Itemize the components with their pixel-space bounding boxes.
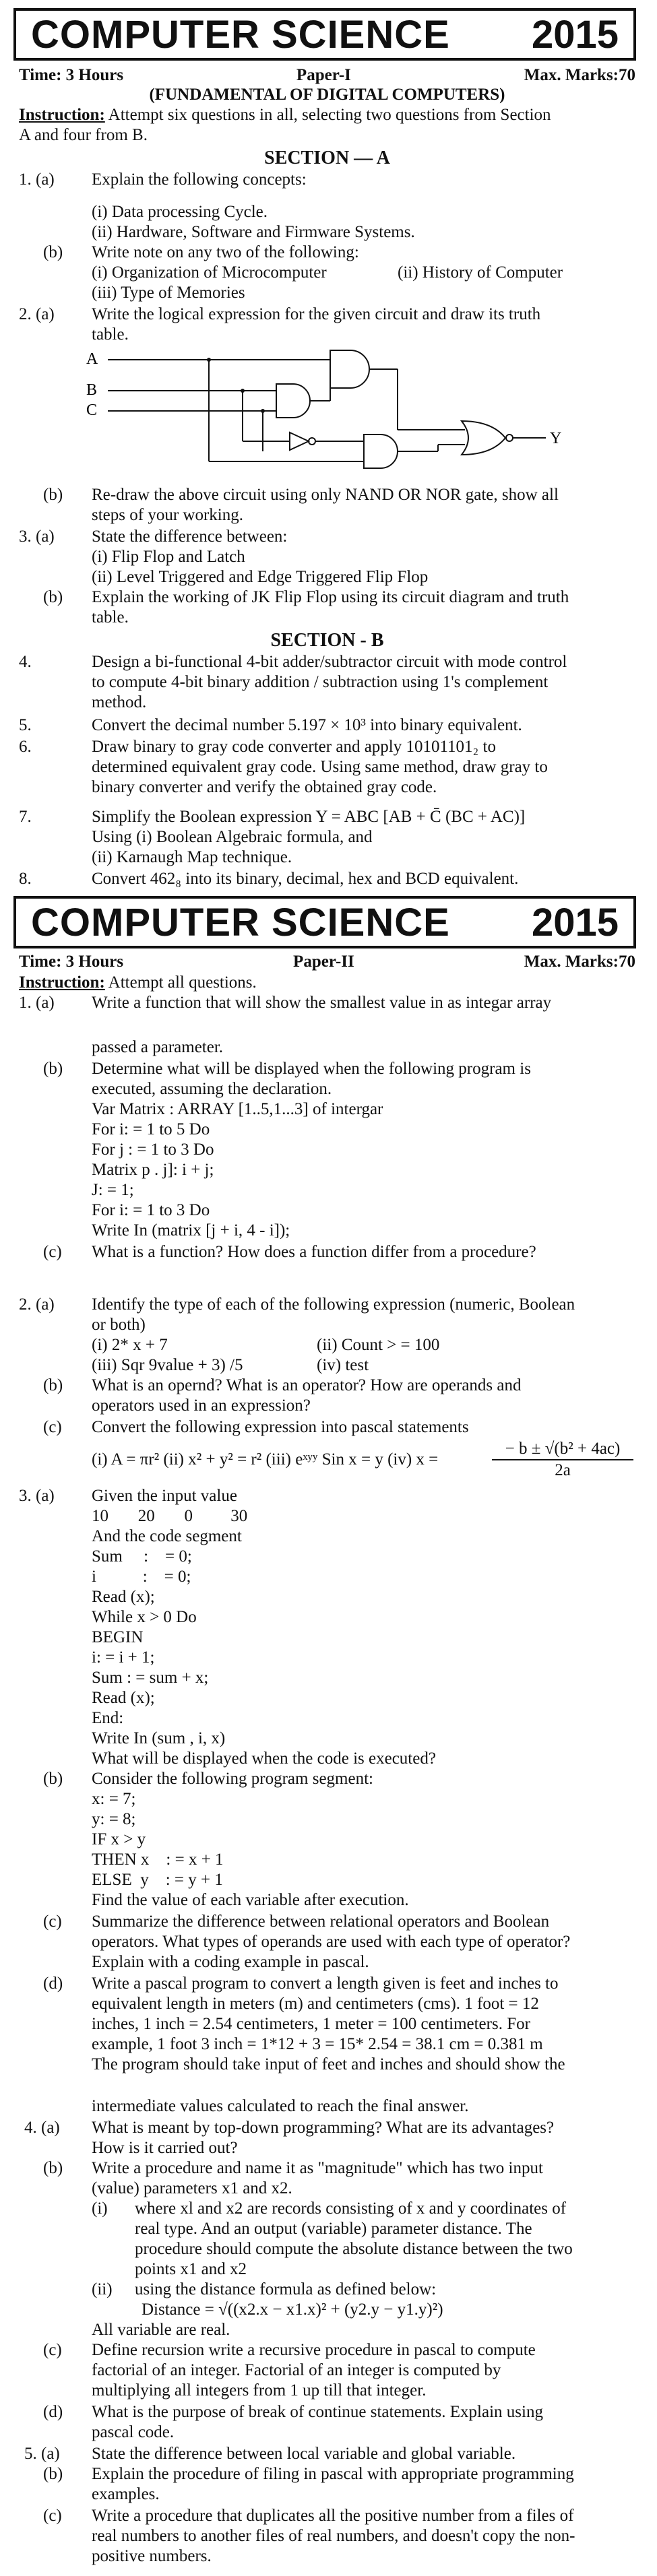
q6-text-2: determined equivalent gray code. Using same method, draw gray to <box>92 758 548 776</box>
q4-text-2: to compute 4-bit binary addition / subtraction using 1's complement <box>92 673 549 691</box>
p2-q2c-expression: (i) A = πr² (ii) x² + y² = r² (iii) eˣʸʸ Sin x = y (iv) x = <box>92 1450 439 1469</box>
p2-q1c-text: What is a function? How does a function differ from a procedure? <box>92 1243 536 1261</box>
p2-q5b-number: (b) <box>43 2465 63 2483</box>
p2-q4b-text-3: All variable are real. <box>92 2321 230 2339</box>
p2-q1b-text-2: executed, assuming the declaration. <box>92 1080 332 1098</box>
paper1-paper: Paper-I <box>296 66 351 84</box>
q1b-ii: (ii) History of Computer <box>398 263 563 282</box>
p2-q2a-iii: (iii) Sqr 9value + 3) /5 <box>92 1356 243 1374</box>
paper2-time: Time: 3 Hours <box>19 953 124 971</box>
p2-q4a-text-1: What is meant by top-down programming? What are its advantages? <box>92 2119 555 2137</box>
p2-q3b-code-3: IF x > y <box>92 1830 146 1848</box>
paper2-marks: Max. Marks:70 <box>524 953 635 971</box>
p2-q5c-text-1: Write a procedure that duplicates all the positive number from a files of <box>92 2507 574 2525</box>
p2-q3a-code-3: Read (x); <box>92 1588 155 1606</box>
p2-q2a-text-1: Identify the type of each of the following expression (numeric, Boolean <box>92 1295 575 1314</box>
q1a-ii: (ii) Hardware, Software and Firmware Systems. <box>92 223 415 241</box>
paper1-time: Time: 3 Hours <box>19 66 124 84</box>
p2-q4c-text-1: Define recursion write a recursive procedure in pascal to compute <box>92 2341 536 2359</box>
q7-text-3: (ii) Karnaugh Map technique. <box>92 848 292 866</box>
q5-number: 5. <box>19 716 32 734</box>
logic-circuit-diagram <box>81 344 566 472</box>
p2-q5c-text-3: positive numbers. <box>92 2547 212 2565</box>
paper2-instruction: Attempt all questions. <box>108 973 257 992</box>
p2-q2b-text-1: What is an opernd? What is an operator? How are operands and <box>92 1376 522 1394</box>
p2-q3a-values: 10 20 0 30 <box>92 1507 248 1525</box>
p2-q4b-ii-number: (ii) <box>92 2280 113 2298</box>
section-b-heading: SECTION - B <box>270 630 384 651</box>
p2-q2a-number: 2. (a) <box>19 1295 55 1314</box>
paper2-instruction-label: Instruction: <box>19 973 105 992</box>
q1b-text: Write note on any two of the following: <box>92 243 359 261</box>
p2-q1b-code-4: Matrix p . j]: i + j; <box>92 1161 214 1179</box>
p2-q3b-number: (b) <box>43 1770 63 1788</box>
p2-q3a-code-4: While x > 0 Do <box>92 1608 197 1626</box>
p2-q3b-code-6: Find the value of each variable after execution. <box>92 1891 409 1909</box>
q1b-i: (i) Organization of Microcomputer <box>92 263 327 282</box>
p2-q1c-number: (c) <box>43 1243 62 1261</box>
p2-q5b-text-2: examples. <box>92 2485 160 2503</box>
p2-q4c-text-3: multiplying all integers from 1 up till that integer. <box>92 2381 427 2400</box>
p2-q5c-number: (c) <box>43 2507 62 2525</box>
paper1-meta <box>19 66 635 85</box>
p2-q4a-number: 4. (a) <box>24 2119 60 2137</box>
p2-q4a-text-2: How is it carried out? <box>92 2139 238 2157</box>
p2-q5a-number: 5. (a) <box>24 2445 60 2463</box>
p2-q2a-i: (i) 2* x + 7 <box>92 1336 168 1354</box>
p2-q4b-ii-text-1: using the distance formula as defined below: <box>135 2280 437 2298</box>
quadratic-fraction <box>492 1439 633 1481</box>
p2-q1b-text-1: Determine what will be displayed when the following program is <box>92 1060 531 1078</box>
q7-number: 7. <box>19 808 32 826</box>
p2-q5a-text: State the difference between local variable and global variable. <box>92 2445 516 2463</box>
p2-q3a-code-7: Sum : = sum + x; <box>92 1669 209 1687</box>
p2-q1b-number: (b) <box>43 1060 63 1078</box>
q1b-number: (b) <box>43 243 63 261</box>
q4-text-1: Design a bi-functional 4-bit adder/subtractor circuit with mode control <box>92 653 567 671</box>
p2-q1b-code-7: Write In (matrix [j + i, 4 - i]); <box>92 1221 290 1239</box>
p2-q4b-i-text-4: points x1 and x2 <box>135 2260 247 2278</box>
p2-q5b-text-1: Explain the procedure of filing in pascal with appropriate programming <box>92 2465 574 2483</box>
p2-q2b-number: (b) <box>43 1376 63 1394</box>
p2-q3c-text-1: Summarize the difference between relational operators and Boolean <box>92 1912 550 1931</box>
p2-q4b-i-text-2: real type. And an output (variable) parameter distance. The <box>135 2220 532 2238</box>
q3a-i: (i) Flip Flop and Latch <box>92 548 245 566</box>
q1a-i: (i) Data processing Cycle. <box>92 203 268 221</box>
p2-q3a-code-5: BEGIN <box>92 1628 144 1646</box>
circuit-input-b: B <box>86 381 98 399</box>
p2-q3d-text-6: intermediate values calculated to reach the final answer. <box>92 2097 469 2115</box>
p2-q4d-number: (d) <box>43 2403 63 2421</box>
q3a-number: 3. (a) <box>19 527 55 546</box>
paper1-instruction-1: Attempt six questions in all, selecting two questions from Section <box>108 106 551 124</box>
p2-q3b-code-4: THEN x : = x + 1 <box>92 1850 224 1869</box>
p2-q3b-code-5: ELSE y : = y + 1 <box>92 1871 223 1889</box>
p2-q3c-text-2: operators. What types of operands are used with each type of operator? <box>92 1933 571 1951</box>
p2-q2a-iv: (iv) test <box>317 1356 369 1374</box>
q2b-text-1: Re-draw the above circuit using only NAND OR NOR gate, show all <box>92 486 559 504</box>
q6-text-3: binary converter and verify the obtained gray code. <box>92 778 437 796</box>
q6-number: 6. <box>19 738 32 756</box>
paper2-paper: Paper-II <box>293 953 354 971</box>
p2-q3a-code-8: Read (x); <box>92 1689 155 1707</box>
p2-q4b-text-2: (value) parameters x1 and x2. <box>92 2179 292 2197</box>
p2-q3a-text-2: And the code segment <box>92 1527 242 1545</box>
q3b-text-1: Explain the working of JK Flip Flop using its circuit diagram and truth <box>92 588 569 606</box>
p2-q1b-code-1: Var Matrix : ARRAY [1..5,1...3] of intergar <box>92 1100 383 1118</box>
q8-number: 8. <box>19 870 32 888</box>
q3b-text-2: table. <box>92 608 129 626</box>
q1a-number: 1. (a) <box>19 170 55 189</box>
p2-q1b-code-3: For j : = 1 to 3 Do <box>92 1140 214 1159</box>
q8-text: Convert 462₈ into its binary, decimal, hex and BCD equivalent. <box>92 870 519 888</box>
p2-q3b-code-2: y: = 8; <box>92 1810 136 1828</box>
p2-q4d-text-1: What is the purpose of break of continue statements. Explain using <box>92 2403 543 2421</box>
paper2-meta <box>19 953 635 971</box>
p2-q3b-text: Consider the following program segment: <box>92 1770 373 1788</box>
p2-q4b-text-1: Write a procedure and name it as "magnitude" which has two input <box>92 2159 543 2177</box>
circuit-output-y: Y <box>550 430 562 447</box>
p2-q3c-number: (c) <box>43 1912 62 1931</box>
q5-text: Convert the decimal number 5.197 × 10³ into binary equivalent. <box>92 716 522 734</box>
q2a-text-2: table. <box>92 325 129 344</box>
p2-q1b-code-5: J: = 1; <box>92 1181 134 1199</box>
paper1-banner-title: COMPUTER SCIENCE <box>31 12 450 57</box>
p2-q1a-number: 1. (a) <box>19 994 55 1012</box>
p2-q1a-text-1: Write a function that will show the smallest value in as integar array <box>92 994 552 1012</box>
p2-q4b-number: (b) <box>43 2159 63 2177</box>
p2-q3d-text-1: Write a pascal program to convert a length given is feet and inches to <box>92 1974 559 1993</box>
p2-q3a-number: 3. (a) <box>19 1487 55 1505</box>
p2-q2c-text: Convert the following expression into pascal statements <box>92 1418 469 1436</box>
p2-q1b-code-6: For i: = 1 to 3 Do <box>92 1201 210 1219</box>
p2-q2c-number: (c) <box>43 1418 62 1436</box>
paper1-banner <box>13 8 636 61</box>
p2-q3a-code-11: What will be displayed when the code is executed? <box>92 1749 436 1768</box>
paper2-banner <box>13 896 636 948</box>
p2-q1b-code-2: For i: = 1 to 5 Do <box>92 1120 210 1138</box>
q6-text-1: Draw binary to gray code converter and apply 10101101₂ to <box>92 738 496 756</box>
circuit-input-a: A <box>86 350 98 368</box>
p2-q4b-i-number: (i) <box>92 2199 108 2218</box>
p2-q2a-text-2: or both) <box>92 1316 146 1334</box>
paper1-banner-year: 2015 <box>531 12 619 57</box>
p2-q3a-code-10: Write In (sum , i, x) <box>92 1729 226 1747</box>
q2b-number: (b) <box>43 486 63 504</box>
p2-q2b-text-2: operators used in an expression? <box>92 1396 311 1415</box>
p2-q3a-code-6: i: = i + 1; <box>92 1648 155 1667</box>
q3a-text: State the difference between: <box>92 527 288 546</box>
quadratic-numerator: − b ± √(b² + 4ac) <box>492 1439 633 1460</box>
p2-q1a-text-2: passed a parameter. <box>92 1038 224 1056</box>
q2b-text-2: steps of your working. <box>92 506 243 524</box>
q2a-number: 2. (a) <box>19 305 55 323</box>
p2-q3a-text-1: Given the input value <box>92 1487 237 1505</box>
circuit-input-c: C <box>86 401 98 419</box>
p2-q3d-text-4: example, 1 foot 3 inch = 1*12 + 3 = 15* 2.54 = 38.1 cm = 0.381 m <box>92 2035 543 2053</box>
paper1-instruction-2: A and four from B. <box>19 126 148 144</box>
p2-q3d-text-5: The program should take input of feet and inches and should show the <box>92 2055 565 2073</box>
p2-q4c-number: (c) <box>43 2341 62 2359</box>
p2-q4b-i-text-1: where xl and x2 are records consisting of x and y coordinates of <box>135 2199 567 2218</box>
q7-text-2: Using (i) Boolean Algebraic formula, and <box>92 828 373 846</box>
quadratic-denominator: 2a <box>555 1461 571 1479</box>
q1b-iii: (iii) Type of Memories <box>92 284 245 302</box>
q7-text-1: Simplify the Boolean expression Y = ABC [AB + C̄ (BC + AC)] <box>92 808 526 826</box>
p2-q3d-number: (d) <box>43 1974 63 1993</box>
p2-q3d-text-3: inches, 1 inch = 2.54 centimeters, 1 meter = 100 centimeters. For <box>92 2015 530 2033</box>
p2-q4c-text-2: factorial of an integer. Factorial of an integer is computed by <box>92 2361 501 2379</box>
p2-q3a-code-2: i : = 0; <box>92 1568 191 1586</box>
p2-q4b-ii-formula: Distance = √((x2.x − x1.x)² + (y2.y − y1.y)²) <box>142 2300 443 2319</box>
p2-q3c-text-3: Explain with a coding example in pascal. <box>92 1953 369 1971</box>
q3a-ii: (ii) Level Triggered and Edge Triggered Flip Flop <box>92 568 429 586</box>
paper1-marks: Max. Marks:70 <box>524 66 635 84</box>
q3b-number: (b) <box>43 588 63 606</box>
paper2-banner-title: COMPUTER SCIENCE <box>31 900 450 944</box>
paper1-subtitle: (FUNDAMENTAL OF DIGITAL COMPUTERS) <box>149 86 505 104</box>
paper2-banner-year: 2015 <box>531 900 619 944</box>
section-a-heading: SECTION — A <box>264 148 390 168</box>
p2-q2a-ii: (ii) Count > = 100 <box>317 1336 440 1354</box>
p2-q3a-code-1: Sum : = 0; <box>92 1547 192 1566</box>
p2-q3a-code-9: End: <box>92 1709 124 1727</box>
p2-q5c-text-2: real numbers to another files of real numbers, and doesn't copy the non- <box>92 2527 575 2545</box>
p2-q3d-text-2: equivalent length in meters (m) and centimeters (cms). 1 foot = 12 <box>92 1995 539 2013</box>
p2-q4b-i-text-3: procedure should compute the absolute distance between the two <box>135 2240 573 2258</box>
q2a-text-1: Write the logical expression for the given circuit and draw its truth <box>92 305 541 323</box>
paper1-instruction-label: Instruction: <box>19 106 105 124</box>
q4-text-3: method. <box>92 693 147 711</box>
q4-number: 4. <box>19 653 32 671</box>
p2-q4d-text-2: pascal code. <box>92 2423 175 2441</box>
p2-q3b-code-1: x: = 7; <box>92 1790 136 1808</box>
q1a-text: Explain the following concepts: <box>92 170 307 189</box>
